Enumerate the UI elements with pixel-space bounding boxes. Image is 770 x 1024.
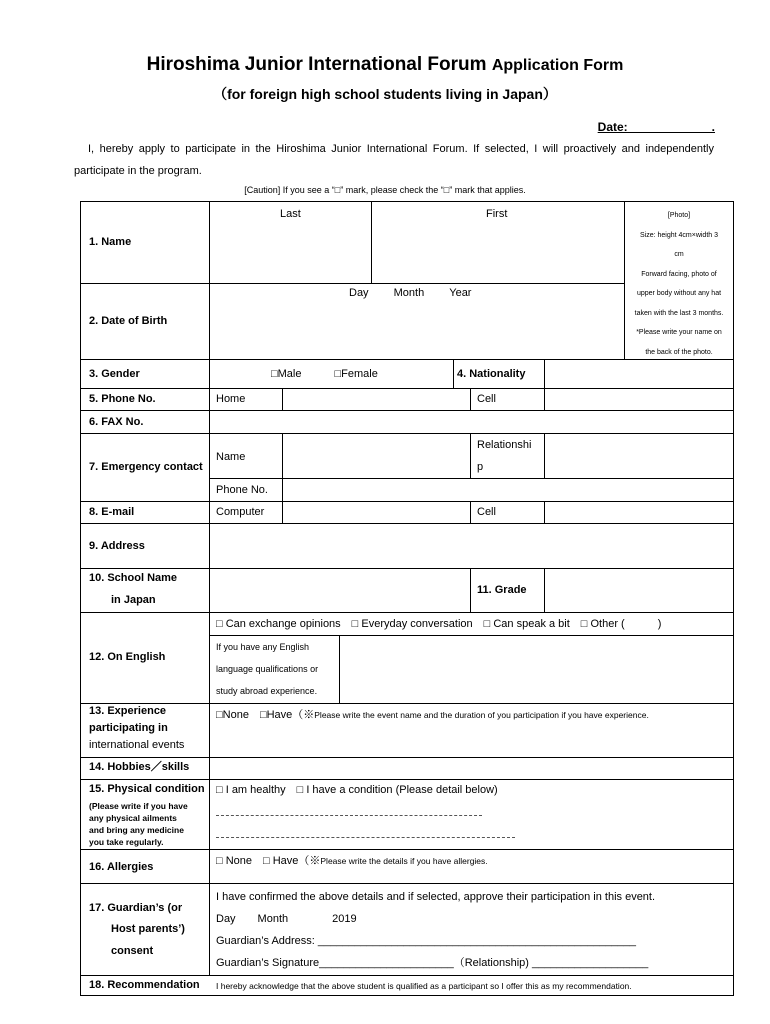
experience-options[interactable] (216, 703, 649, 726)
recommendation-text: I hereby acknowledge that the above student is qualified as a participant so I offer this as my recommendation. (216, 981, 632, 991)
last-name-label: Last (280, 208, 301, 220)
photo-instruction-1: Forward facing, photo of (641, 270, 717, 278)
experience-label-3: international events (89, 739, 185, 751)
emergency-name-label: Name (216, 451, 246, 463)
dob-label: 2. Date of Birth (89, 315, 168, 327)
consent-statement: I have confirmed the above details and if selected, approve their participation in this event. (216, 891, 656, 903)
nationality-field[interactable] (545, 360, 732, 387)
experience-label-1: 13. Experience (89, 705, 167, 717)
nationality-label: 4. Nationality (457, 368, 526, 380)
emergency-relationship-label-2: p (477, 461, 484, 473)
fax-field[interactable] (210, 411, 732, 432)
application-form-table (80, 201, 734, 996)
emergency-relationship-label-1: Relationshi (477, 439, 532, 451)
emergency-phone-field[interactable] (283, 479, 732, 500)
physical-note-2: any physical ailments (89, 813, 177, 823)
grade-field[interactable] (545, 569, 732, 611)
physical-note-1: (Please write if you have (89, 801, 188, 811)
guardian-address-field[interactable]: Guardian’s Address: ____________________________________________________ (216, 935, 637, 947)
grade-label: 11. Grade (477, 584, 527, 596)
english-qualification-note-2: language qualifications or (216, 664, 319, 674)
physical-note-3: and bring any medicine (89, 825, 184, 835)
allergies-label: 16. Allergies (89, 861, 154, 873)
email-computer-label: Computer (216, 506, 265, 518)
address-field[interactable] (210, 524, 732, 567)
school-name-label: 10. School Name (89, 572, 178, 584)
experience-label-2: participating in (89, 722, 168, 734)
first-name-field[interactable] (372, 220, 623, 282)
emergency-phone-label: Phone No. (216, 484, 268, 496)
intro-paragraph: I, hereby apply to participate in the Hiroshima Junior International Forum. If selected, I will proactively and independently participate in the program. (74, 143, 714, 177)
allergies-checkboxes[interactable]: □ None □ Have（※ (216, 855, 321, 867)
name-label: 1. Name (89, 236, 132, 248)
school-name-field[interactable] (210, 569, 469, 611)
english-options[interactable]: □ Can exchange opinions □ Everyday conversation □ Can speak a bit □ Other ( ) (216, 618, 706, 630)
caution-note: [Caution] If you see a “□” mark, please check the “□” mark that applies. (244, 185, 526, 195)
phone-home-label: Home (216, 393, 246, 405)
phone-cell-label: Cell (477, 393, 496, 405)
photo-size: Size: height 4cm×width 3 (639, 231, 718, 239)
phone-label: 5. Phone No. (89, 393, 156, 405)
phone-home-field[interactable] (283, 389, 469, 409)
last-name-field[interactable] (210, 220, 370, 282)
consent-label-1: 17. Guardian’s (or (89, 902, 183, 914)
experience-note: Please write the event name and the duration of you participation if you have experience. (314, 710, 649, 720)
hobbies-field[interactable] (210, 758, 732, 778)
email-computer-field[interactable] (283, 502, 469, 522)
photo-instruction-4: *Please write your name on (636, 329, 722, 336)
email-label: 8. E-mail (89, 506, 135, 518)
photo-size-unit: cm (674, 251, 684, 258)
allergies-note: Please write the details if you have allergies. (320, 856, 488, 866)
english-label: 12. On English (89, 651, 166, 663)
dob-fields[interactable]: Day Month Year (349, 287, 472, 299)
consent-label-3: consent (111, 945, 154, 957)
form-title: Hiroshima Junior International Forum Application Form (146, 54, 624, 75)
email-cell-field[interactable] (545, 502, 732, 522)
english-qualification-note-1: If you have any English (216, 642, 310, 652)
photo-title: [Photo] (667, 212, 691, 219)
gender-label: 3. Gender (89, 368, 140, 380)
emergency-name-field[interactable] (283, 434, 469, 477)
photo-instruction-3: taken with the last 3 months. (634, 309, 724, 317)
date-field[interactable]: Date: . (597, 120, 715, 134)
phone-cell-field[interactable] (545, 389, 732, 409)
photo-instruction-5: the back of the photo. (645, 348, 713, 356)
consent-date-field[interactable]: Day Month 2019 (216, 913, 357, 925)
physical-condition-options[interactable]: □ I am healthy □ I have a condition (Please detail below) (216, 784, 498, 796)
emergency-contact-label: 7. Emergency contact (89, 461, 203, 473)
experience-checkboxes[interactable]: □None □Have（※ (216, 709, 315, 721)
school-name-label-2: in Japan (111, 594, 156, 606)
english-qualification-field[interactable] (340, 636, 732, 702)
first-name-label: First (486, 208, 508, 220)
english-qualification-note-3: study abroad experience. (216, 686, 318, 696)
guardian-signature-field[interactable]: Guardian’s Signature______________________（Relationship) ___________________ (216, 957, 649, 969)
hobbies-label: 14. Hobbies／skills (89, 761, 190, 773)
photo-box[interactable] (625, 206, 733, 362)
photo-instruction-2: upper body without any hat (636, 290, 722, 297)
fax-label: 6. FAX No. (89, 416, 144, 428)
physical-condition-label: 15. Physical condition (89, 783, 205, 795)
address-label: 9. Address (89, 540, 145, 552)
allergies-options[interactable] (216, 849, 488, 872)
email-cell-label: Cell (477, 506, 496, 518)
emergency-relationship-field[interactable] (545, 434, 732, 477)
physical-note-4: you take regularly. (89, 837, 164, 847)
form-subtitle: （for foreign high school students living in Japan） (213, 86, 557, 102)
gender-options[interactable]: □Male □Female (271, 368, 378, 380)
consent-label-2: Host parents’) (111, 923, 185, 935)
recommendation-label: 18. Recommendation (89, 979, 200, 991)
